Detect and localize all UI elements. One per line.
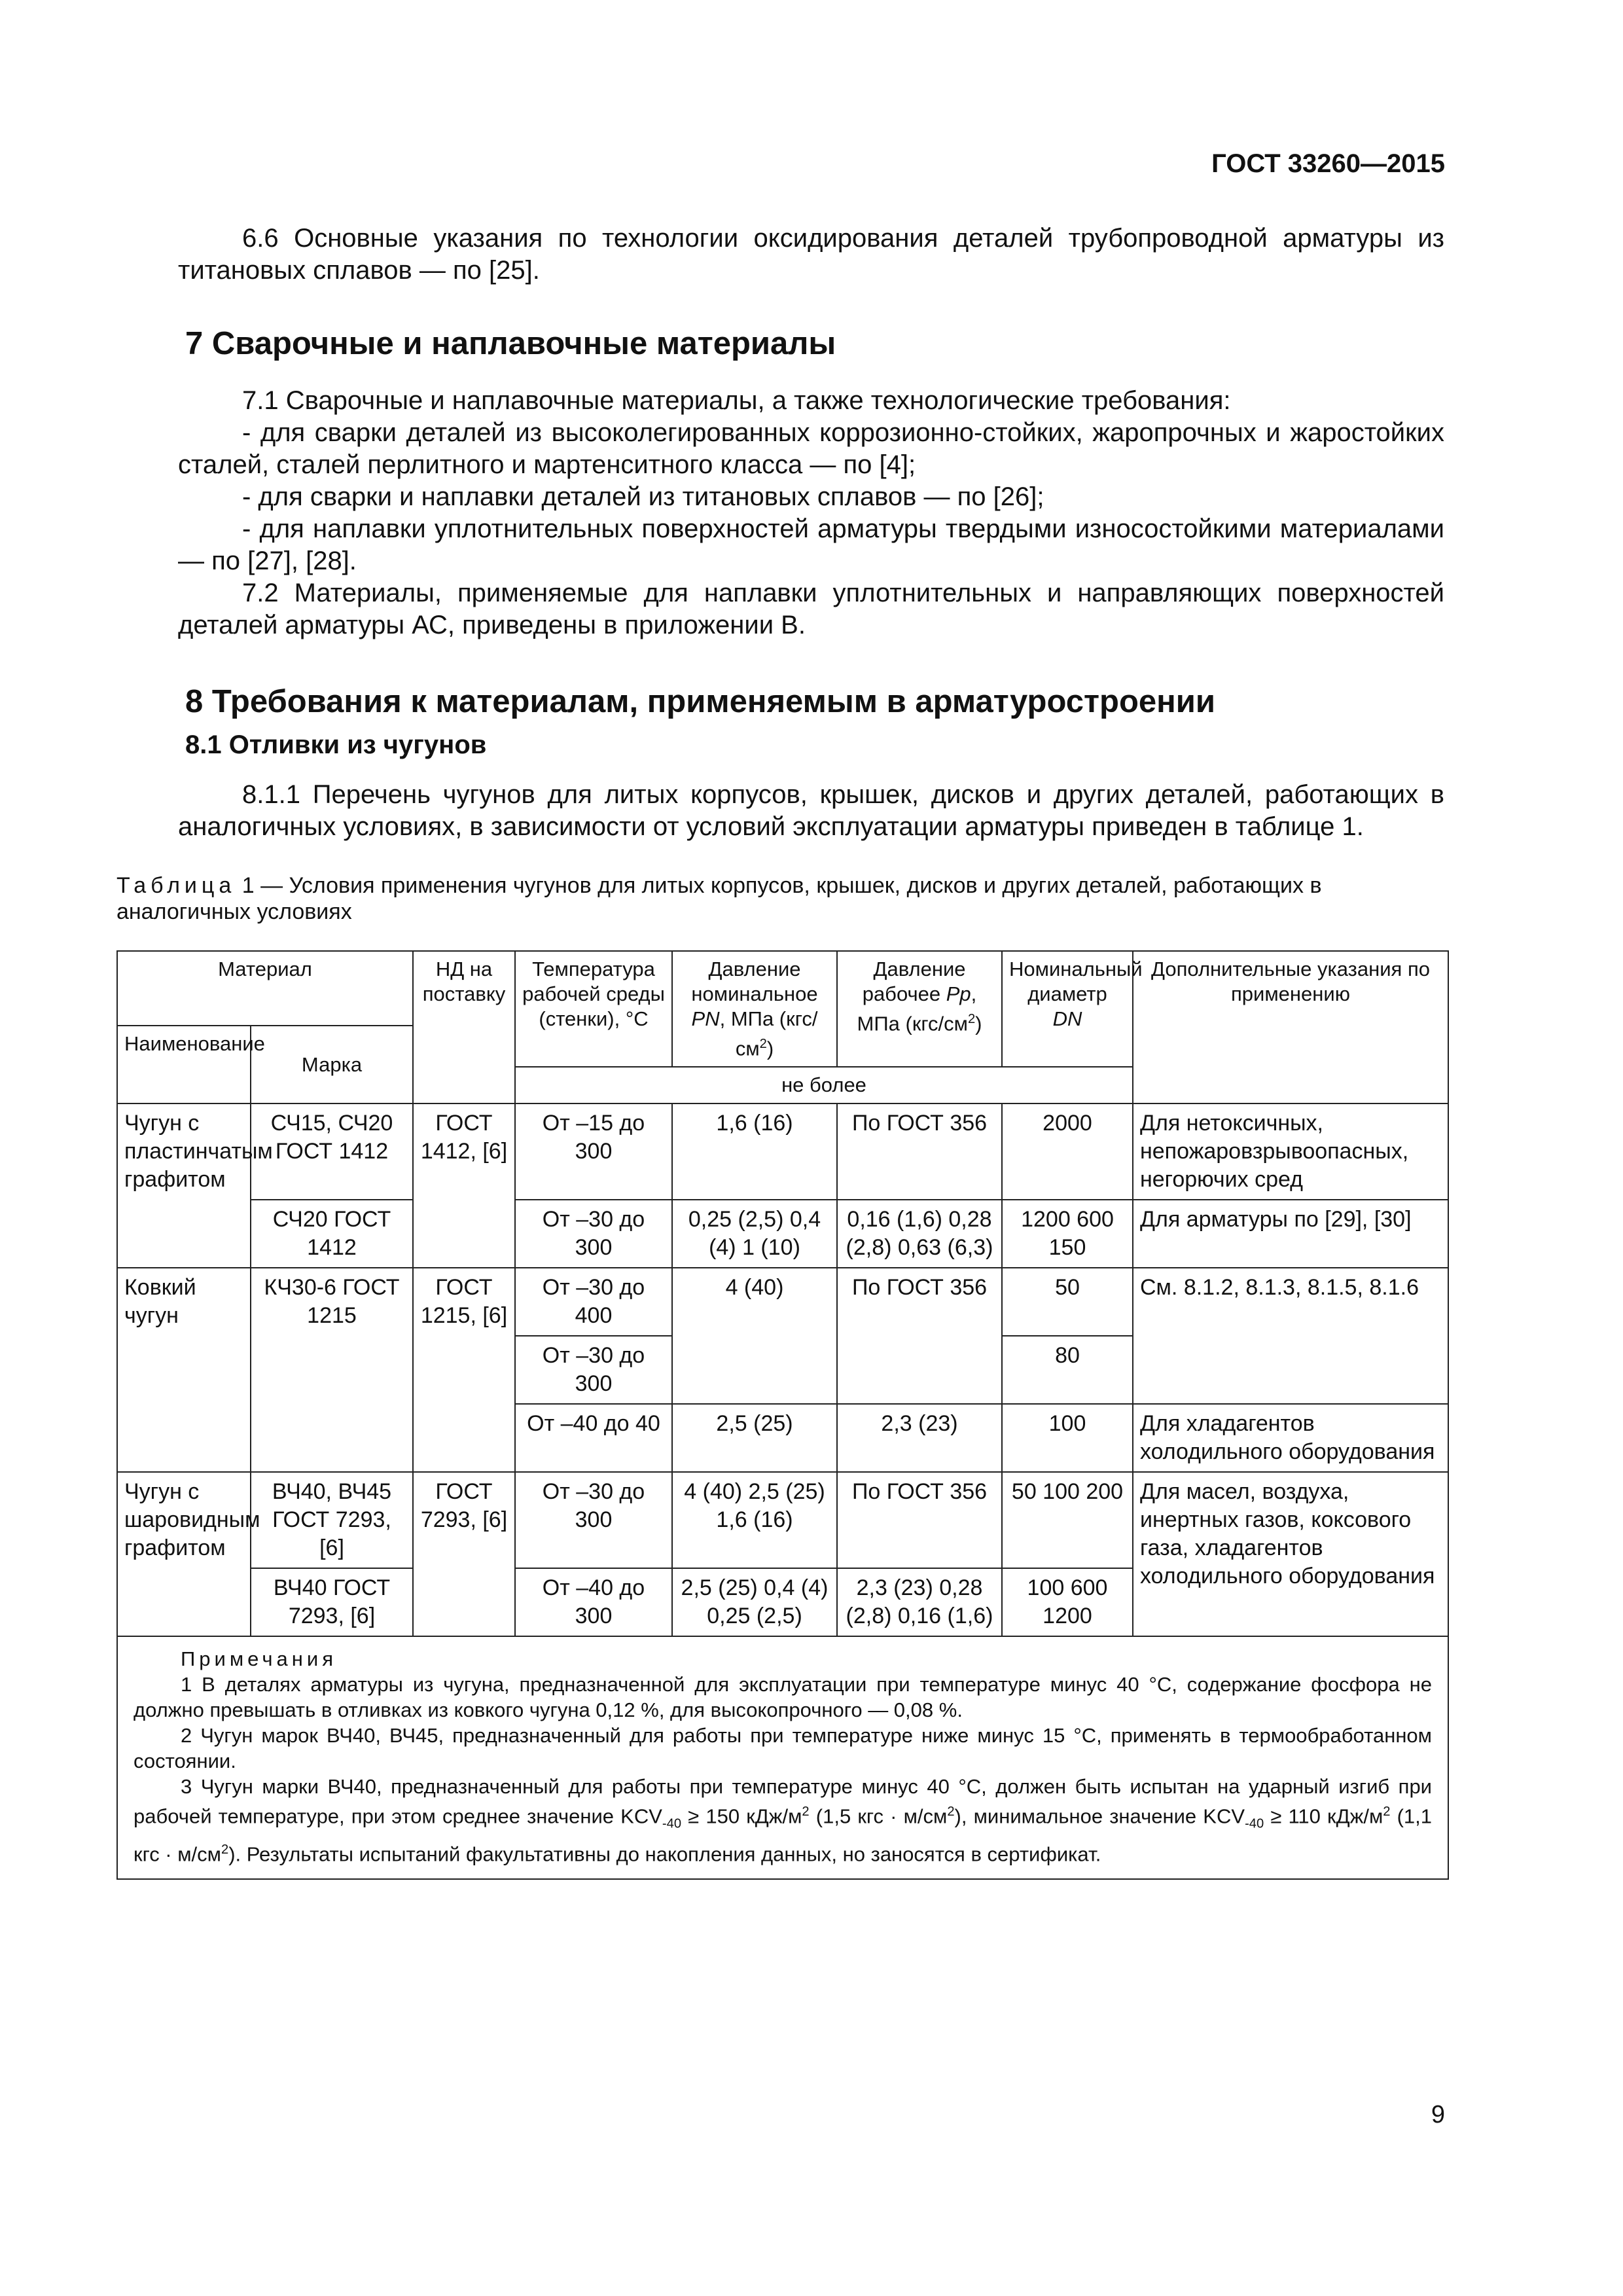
cell-temp: От –40 до 40 xyxy=(515,1404,672,1472)
cell-dn: 50 xyxy=(1002,1268,1133,1336)
cell-dn: 100 xyxy=(1002,1404,1133,1472)
header-name: Наименование xyxy=(117,1026,251,1103)
cell-dn: 50 100 200 xyxy=(1002,1472,1133,1568)
cell-name: Чугун с шаровидным графитом xyxy=(117,1472,251,1636)
cell-temp: От –30 до 300 xyxy=(515,1472,672,1568)
cell-dn: 80 xyxy=(1002,1336,1133,1404)
cell-name: Чугун с пластинчатым графитом xyxy=(117,1103,251,1268)
notes-title: Примечания xyxy=(181,1647,337,1671)
cell-temp: От –30 до 400 xyxy=(515,1268,672,1336)
table-row xyxy=(117,1268,1448,1336)
table-caption-label: Таблица xyxy=(116,873,236,898)
cell-pn: 1,6 (16) xyxy=(672,1103,837,1200)
list-item: - для сварки деталей из высоколегированных коррозионно-стойких, жаропрочных и жаростойких сталей, сталей перлитного и мартенситного класса — по [4]; xyxy=(178,418,1444,479)
cell-extra: Для арматуры по [29], [30] xyxy=(1133,1200,1448,1268)
cell-pp: 0,16 (1,6) 0,28 (2,8) 0,63 (6,3) xyxy=(837,1200,1002,1268)
cell-nd: ГОСТ 1412, [6] xyxy=(413,1103,515,1268)
cell-pn: 2,5 (25) xyxy=(672,1404,837,1472)
table-row xyxy=(117,1472,1448,1568)
paragraph-6-6: 6.6 Основные указания по технологии оксидирования деталей трубопроводной арматуры из титановых сплавов — по [25]. xyxy=(178,224,1444,285)
cell-dn: 100 600 1200 xyxy=(1002,1568,1133,1636)
cell-pn: 4 (40) 2,5 (25) 1,6 (16) xyxy=(672,1472,837,1568)
cell-pp: По ГОСТ 356 xyxy=(837,1103,1002,1200)
cell-extra: Для хладагентов холодильного оборудования xyxy=(1133,1404,1448,1472)
cell-temp: От –15 до 300 xyxy=(515,1103,672,1200)
note-2: 2 Чугун марок ВЧ40, ВЧ45, предназначенный для работы при температуре ниже минус 15 °С, применять в термообработанном состоянии. xyxy=(134,1724,1432,1773)
paragraph-7-1: 7.1 Сварочные и наплавочные материалы, а также технологические требования: xyxy=(242,386,1231,415)
cell-pn: 0,25 (2,5) 0,4 (4) 1 (10) xyxy=(672,1200,837,1268)
table-header-row xyxy=(117,951,1448,1026)
cell-temp: От –40 до 300 xyxy=(515,1568,672,1636)
cell-pp: 2,3 (23) 0,28 (2,8) 0,16 (1,6) xyxy=(837,1568,1002,1636)
cell-pp: 2,3 (23) xyxy=(837,1404,1002,1472)
document-header: ГОСТ 33260—2015 xyxy=(1211,149,1445,178)
page-number: 9 xyxy=(1431,2101,1445,2128)
cell-extra: Для масел, воздуха, инертных газов, коксового газа, хладагентов холодильного оборудования xyxy=(1133,1472,1448,1636)
table-row xyxy=(117,1200,1448,1268)
header-temp: Температура рабочей среды (стенки), °С xyxy=(515,951,672,1067)
cell-pp: По ГОСТ 356 xyxy=(837,1268,1002,1404)
cell-extra: См. 8.1.2, 8.1.3, 8.1.5, 8.1.6 xyxy=(1133,1268,1448,1404)
cell-dn: 2000 xyxy=(1002,1103,1133,1200)
list-item: - для сварки и наплавки деталей из титановых сплавов — по [26]; xyxy=(242,482,1044,511)
header-extra: Дополнительные указания по применению xyxy=(1133,951,1448,1103)
section-7-title: 7 Сварочные и наплавочные материалы xyxy=(185,326,836,361)
table-notes-row xyxy=(117,1636,1448,1879)
cell-name: Ковкий чугун xyxy=(117,1268,251,1472)
table-1 xyxy=(116,950,1449,1880)
paragraph-7-2: 7.2 Материалы, применяемые для наплавки уплотнительных и направляющих поверхностей деталей арматуры АС, приведены в приложении В. xyxy=(178,579,1444,639)
header-material: Материал xyxy=(117,951,413,1026)
cell-pn: 4 (40) xyxy=(672,1268,837,1404)
cell-mark: СЧ20 ГОСТ 1412 xyxy=(251,1200,413,1268)
header-dn: Номинальный диаметр DN xyxy=(1002,951,1133,1067)
cell-mark: ВЧ40 ГОСТ 7293, [6] xyxy=(251,1568,413,1636)
section-8-1-title: 8.1 Отливки из чугунов xyxy=(185,730,487,759)
header-nd: НД на поставку xyxy=(413,951,515,1103)
cell-mark: КЧ30-6 ГОСТ 1215 xyxy=(251,1268,413,1472)
note-3: 3 Чугун марки ВЧ40, предназначенный для работы при температуре минус 40 °С, должен быть испытан на ударный изгиб при рабочей температуре, при этом среднее значение $KCV_{-40} \ge 150$ кДж/$м^2$ (1,5 кгс · $м/см^2$), минимальное значение $KCV_{-40} \ge 110$ кДж/$м^2$ (1,1 кгс · $м/см^2$). Результаты испытаний факультативны до накопления данных, но заносятся в сертификат. xyxy=(134,1775,1433,1866)
paragraph-8-1-1: 8.1.1 Перечень чугунов для литых корпусов, крышек, дисков и других деталей, работающих в аналогичных условиях, в зависимости от условий эксплуатации арматуры приведен в таблице 1. xyxy=(178,780,1444,841)
cell-pn: 2,5 (25) 0,4 (4) 0,25 (2,5) xyxy=(672,1568,837,1636)
cell-mark: СЧ15, СЧ20 ГОСТ 1412 xyxy=(251,1103,413,1200)
cell-pp: По ГОСТ 356 xyxy=(837,1472,1002,1568)
header-pn: Давление номинальное PN, МПа $(кгс/см^2)$ xyxy=(672,951,837,1067)
cell-mark: ВЧ40, ВЧ45 ГОСТ 7293, [6] xyxy=(251,1472,413,1568)
table-caption xyxy=(116,872,1448,925)
header-mark: Марка xyxy=(251,1026,413,1103)
cell-nd: ГОСТ 1215, [6] xyxy=(413,1268,515,1472)
section-8-title: 8 Требования к материалам, применяемым в арматуростроении xyxy=(185,684,1215,719)
cell-extra: Для нетоксичных, непожаровзрывоопасных, негорючих сред xyxy=(1133,1103,1448,1200)
header-no-more-than: не более xyxy=(515,1067,1133,1103)
table-caption-text: 1 — Условия применения чугунов для литых корпусов, крышек, дисков и других деталей, работающих в аналогичных условиях xyxy=(116,873,1322,924)
header-pp: Давление рабочее Pp, МПа $(кгс/см^2)$ xyxy=(837,951,1002,1067)
table-notes xyxy=(117,1636,1448,1879)
table-row xyxy=(117,1103,1448,1200)
cell-temp: От –30 до 300 xyxy=(515,1200,672,1268)
list-item: - для наплавки уплотнительных поверхностей арматуры твердыми износостойкими материалами — по [27], [28]. xyxy=(178,514,1444,575)
note-1: 1 В деталях арматуры из чугуна, предназначенной для эксплуатации при температуре минус 40 °С, содержание фосфора не должно превышать в отливках из ковкого чугуна 0,12 %, для высокопрочного — 0,08 %. xyxy=(134,1673,1432,1722)
section-7-body xyxy=(178,385,1444,641)
cell-temp: От –30 до 300 xyxy=(515,1336,672,1404)
cell-nd: ГОСТ 7293, [6] xyxy=(413,1472,515,1636)
cell-dn: 1200 600 150 xyxy=(1002,1200,1133,1268)
